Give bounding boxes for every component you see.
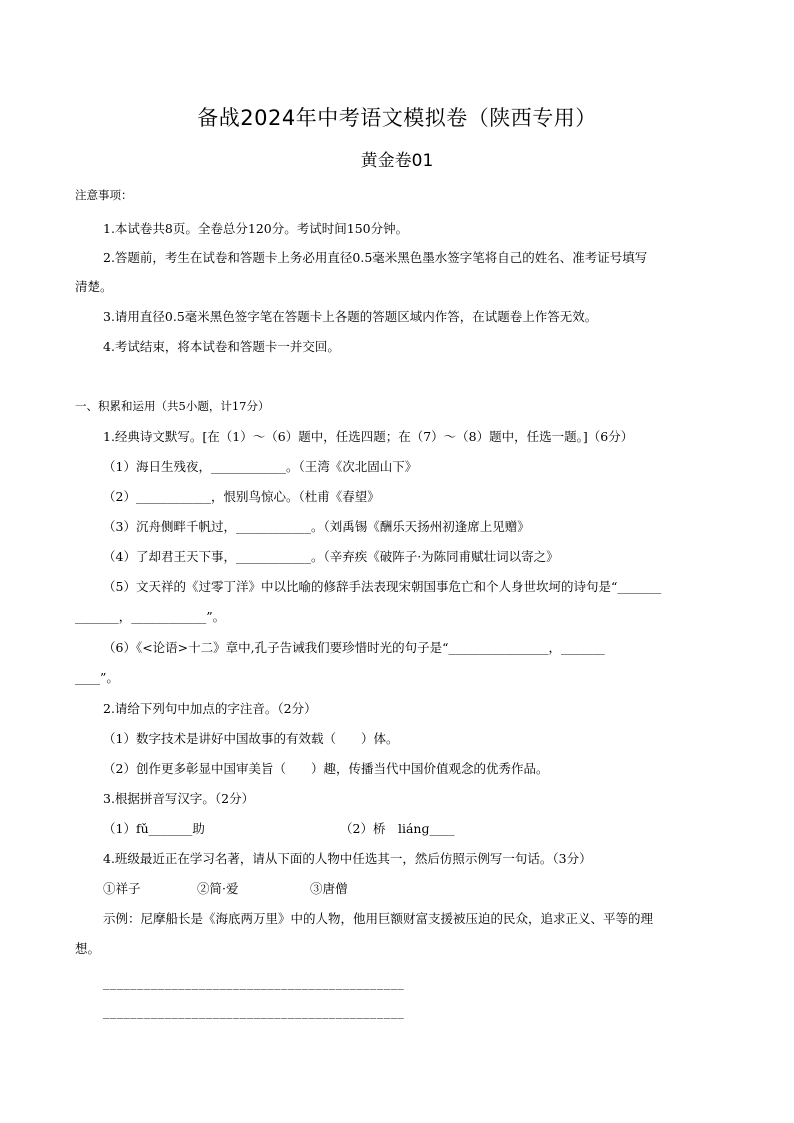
notice-item-3: 3.请用直径0.5毫米黑色签字笔在答题卡上各题的答题区域内作答，在试题卷上作答无效。: [103, 309, 598, 324]
question-4-example-cont: 想。: [75, 941, 101, 956]
question-1-line-1: （1）海日生残夜，____________。（王湾《次北固山下》: [103, 459, 418, 474]
question-1-line-5: （5）文天祥的《过零丁洋》中以比喻的修辞手法表现宋朝国事危亡和个人身世坎坷的诗句是“_______: [103, 579, 662, 594]
question-2-stem: 2.请给下列句中加点的字注音。（2分）: [103, 701, 317, 716]
question-3-stem: 3.根据拼音写汉字。（2分）: [103, 791, 255, 806]
question-2-line-2: （2）创作更多彰显中国审美旨（ ）趣，传播当代中国价值观念的优秀作品。: [103, 761, 549, 776]
question-4-option-2: ②简·爱: [197, 881, 239, 896]
notice-item-4: 4.考试结束，将本试卷和答题卡一并交回。: [103, 339, 340, 354]
question-4-example: 示例：尼摩船长是《海底两万里》中的人物，他用巨额财富支援被压迫的民众，追求正义、平等的理: [103, 911, 654, 926]
question-3-part-1: （1）fǔ_______助: [103, 821, 205, 836]
question-2-line-1: （1）数字技术是讲好中国故事的有效载（ ）体。: [103, 731, 399, 746]
question-1-line-6: （6）《<论语>十二》章中,孔子告诫我们要珍惜时光的句子是“________________，_______: [103, 640, 605, 655]
page-title: 备战2024年中考语文模拟卷（陕西专用）: [197, 106, 597, 130]
question-4-option-1: ①祥子: [103, 881, 141, 896]
question-1-stem: 1.经典诗文默写。[在（1）～（6）题中，任选四题；在（7）～（8）题中，任选一题。]（6分）: [103, 429, 634, 444]
question-1-line-4: （4）了却君王天下事，____________。（辛弃疾《破阵子·为陈同甫赋壮词以寄之》: [103, 549, 559, 564]
notice-item-1: 1.本试卷共8页。全卷总分120分。考试时间150分钟。: [103, 221, 409, 236]
question-4-option-3: ③唐僧: [310, 881, 348, 896]
answer-line-1[interactable]: ____________________________________________: [103, 975, 405, 990]
question-1-line-5-cont: _______，____________”。: [75, 609, 226, 624]
question-1-line-6-cont: ____”。: [75, 670, 119, 685]
question-3-part-2: （2）桥 liánɡ____: [340, 821, 455, 836]
question-4-stem: 4.班级最近正在学习名著，请从下面的人物中任选其一，然后仿照示例写一句话。（3分）: [103, 851, 592, 866]
page-subtitle: 黄金卷01: [360, 151, 434, 171]
answer-line-2[interactable]: ____________________________________________: [103, 1004, 405, 1019]
notice-heading: 注意事项：: [75, 188, 133, 202]
question-1-line-3: （3）沉舟侧畔千帆过，____________。（刘禹锡《酬乐天扬州初逢席上见赠》: [103, 519, 530, 534]
question-1-line-2: （2）____________，恨别鸟惊心。（杜甫《春望》: [103, 489, 380, 504]
section-heading: 一、积累和运用（共5小题，计17分）: [75, 399, 270, 413]
notice-item-2: 2.答题前，考生在试卷和答题卡上务必用直径0.5毫米黑色墨水签字笔将自己的姓名、准考证号填写: [103, 250, 648, 265]
notice-item-2-cont: 清楚。: [75, 279, 113, 294]
